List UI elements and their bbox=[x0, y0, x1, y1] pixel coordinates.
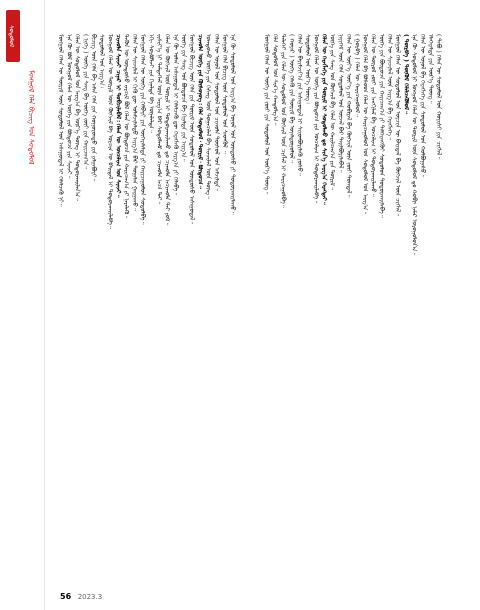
text-line: ᠮᠣᠩᠭᠣᠯ ᠬᠡᠯᠡᠨ ᠦ ᠦᠭᠡ ᠶᠢᠨ ᠪᠦᠲᠦᠴᠡ ᠶᠢᠨ ᠣᠨᠴᠠᠯᠢᠭ ᠢ ᠲᠣᠳᠤᠷᠬᠠᠢᠯᠠᠪᠠ᠃ bbox=[312, 34, 320, 204]
text-line: ᠮᠣᠩᠭᠣᠯ ᠬᠡᠯᠡᠨ ᠦ ᠳᠦᠷᠢᠮ ᠦᠨ ᠰᠤᠳᠤᠯᠤᠯ ᠤᠨ ᠠᠰᠠᠭᠤᠳᠠᠯ ᠢ ᠬᠡᠯᠡᠯᠴᠡᠬᠦ ᠨᠢ᠃ bbox=[57, 34, 65, 207]
text-line: ᠨᠡᠶᠢᠭᠡᠮ ᠦᠨ ᠬᠡᠯᠡ ᠰᠤᠳᠤᠯᠤᠯ ᠤᠨ ᠦᠵᠡᠯ ᠪᠠᠷ ᠲᠠᠢᠯᠪᠤᠷᠢᠯᠠᠪᠠᠯ᠃ bbox=[336, 34, 344, 173]
text-line: ᠲᠡᠭᠦᠨ ᠦ ᠦᠨᠳᠦᠰᠦ ᠵᠠᠷᠴᠢᠮ ᠪᠣᠯ ᠬᠡᠯᠡᠨ ᠦ ᠪᠦᠲᠦᠴᠡ ᠶᠢᠨ ᠬᠠᠷᠢᠴᠠᠭ᠎ᠠ ᠶᠢ ᠨᠡᠷᠡᠯᠡᠬᠦ᠃ bbox=[122, 34, 130, 219]
text-line: ᠦᠭᠡ ᠶᠢᠨ ᠰᠠᠩ ᠤᠨ ᠪᠦᠲᠦᠴᠡ ᠪᠠ ᠬᠢᠨᠠᠯᠲᠠ ᠶᠢᠨ ᠠᠷᠭ᠎ᠠ᠃ bbox=[180, 34, 187, 162]
text-line: ᠬᠡᠯᠡᠨ ᠦ ᠦᠶ᠎ᠡ ᠦᠶ᠎ᠡ ᠶᠢᠨ ᠬᠤᠪᠢᠷᠠᠯ ᠪᠠ ᠬᠥᠭᠵᠢᠯ ᠦᠨ ᠵᠦᠢ ᠲᠣᠭᠲᠠᠯ᠃ bbox=[345, 34, 353, 198]
text-line: ᠤᠭᠳᠤᠬᠤ ᠦᠭᠡ ᠶᠢᠨ ᠬᠡᠰᠡᠭ ᠦᠨ ᠲᠣᠭᠠᠴᠠᠯᠠᠯ ᠪᠠ ᠰᠢᠨᠵᠢᠯᠡᠯ ᠦᠨ ᠳᠦᠩ᠃ bbox=[204, 34, 212, 199]
text-line: ᠮᠣᠩᠭᠣᠯ ᠬᠡᠯᠡᠨ ᠦ ᠦᠭᠡ ᠶᠢᠨ ᠵᠦᠢ ᠶᠢᠨ ᠰᠤᠳᠤᠯᠤᠯ ᠤᠨ ᠦᠷ᠎ᠡ ᠳᠦᠩ᠃ bbox=[263, 34, 271, 195]
text-line: ᠮᠣᠩᠭᠣᠯ ᠬᠡᠯᠡᠨ ᠦ ᠰᠤᠳᠤᠯᠤᠯ ᠤᠨ ᠣᠷᠴᠢᠨ ᠦ ᠪᠠᠢᠳᠠᠯ ᠪᠠ ᠬᠥᠭᠵᠢᠯ ᠦᠨ ᠴᠢᠭᠯᠡᠯ᠃ bbox=[394, 34, 402, 217]
text-line: ᠬᠡᠯᠡᠨ ᠦ ᠬᠥᠭᠵᠢᠯ ᠦᠨ ᠳᠦᠷᠢᠮ ᠢ ᠲᠣᠳᠤᠷᠬᠠᠢᠯᠠᠬᠤ ᠳᠤ ᠴᠢᠬᠤᠯᠠ ᠠᠴᠢᠬᠤᠯᠠ ᠲᠠᠢ ᠶᠤᠮ᠃ bbox=[163, 34, 171, 226]
text-line: ᠮᠣᠩᠭᠣᠯ ᠬᠡᠯᠡᠨ ᠦ ᠳᠦᠷᠢᠮ ᠦᠨ ᠬᠥᠭᠵᠢᠯ ᠪᠠ ᠣᠷᠴᠢᠨ ᠦ ᠪᠠᠢᠳᠠᠯ ᠢ ᠲᠣᠳᠤᠷᠬᠠᠢᠯᠠᠪᠠ᠃ bbox=[106, 34, 114, 229]
text-line: ᠬᠡᠯᠡᠨ ᠦ ᠰᠢᠨᠵᠢᠯᠡᠯ ᠦᠨ ᠠᠷᠭ᠎ᠠ ᠪᠠ ᠬᠡᠷᠡᠭᠯᠡᠭᠡ᠃ bbox=[386, 34, 393, 140]
text-line: ᠡᠨᠡ ᠬᠦ ᠣᠯᠠᠨ ᠠᠰᠠᠭᠤᠳᠠᠯ ᠢ ᠬᠡᠯᠡᠯᠴᠡᠬᠦ ᠳᠦ ᠬᠡᠷᠡᠭᠯᠡᠬᠦ ᠠᠷᠭ᠎ᠠ ᠶᠢ ᠬᠡᠯᠡᠪᠡ᠃ bbox=[171, 34, 179, 196]
text-line: ᠡᠬᠢ ᠰᠤᠷᠪᠤᠯᠵᠢ ᠶᠢᠨ ᠬᠢᠨᠠᠯᠲᠠ ᠪᠠ ᠦᠨᠡᠯᠡᠯᠲᠡ᠃ bbox=[147, 34, 155, 133]
text-line: ᠰᠤᠳᠤᠯᠤᠯ ᠤᠨ ᠦᠷ᠎ᠡ ᠳᠦᠩ᠄ bbox=[304, 34, 312, 104]
text-line: ( ᠨᠢᠭᠡ ) ᠦᠭᠡ ᠶᠢᠨ ᠰᠠᠩ ᠪᠠ ᠦᠭᠡ ᠵᠦᠢ ᠶᠢᠨ ᠬᠠᠷᠢᠴᠠᠭ᠎ᠠ᠃ bbox=[81, 34, 89, 169]
text-line: ᠬᠡᠯᠡᠨ ᠦ ᠰᠢᠨᠵᠢᠯᠡᠯ ᠢ ᠬᠢᠬᠦ ᠳᠦ ᠤᠯᠠᠮᠵᠢᠯᠠᠯᠲᠤ ᠠᠷᠭ᠎ᠠ ᠪᠠᠷ ᠲᠣᠭᠠᠯᠠᠨ ᠭᠠᠷᠭᠠᠬᠤ᠃ bbox=[130, 34, 138, 211]
section-tab bbox=[6, 10, 20, 62]
text-line: ᠴᠢᠬᠤᠯᠠ ᠰᠢᠨᠵᠢ ᠴᠢᠨᠠᠷ ᠢ ᠲᠣᠪᠴᠢᠯᠠᠪᠠᠯ᠄ ᠬᠡᠯᠡᠨ ᠦ ᠣᠨᠴᠠᠯᠢᠭ ᠤᠨ ᠰᠢᠨᠵᠢ᠃ bbox=[114, 34, 122, 198]
text-line: ᠡᠨᠡ ᠬᠦ ᠰᠤᠳᠤᠯᠤᠯ ᠤᠨ ᠠᠷᠭ᠎ᠠ ᠪᠠ ᠣᠨᠣᠯ ᠤᠨ ᠦᠨᠳᠦᠰᠦ ᠶᠢ ᠲᠣᠳᠤᠷᠬᠠᠢᠯᠠᠬᠤ᠃ bbox=[229, 34, 237, 215]
page-number: 56 bbox=[60, 592, 72, 601]
text-line: ᠴᠢᠬᠤᠯᠠ ᠦᠭᠡ ᠶᠢᠨ ᠬᠦᠰᠦᠨᠦᠭ᠄ ᠬᠡᠯᠡ ᠰᠤᠳᠤᠯᠤᠯ᠂ ᠳᠦᠷᠢᠮ᠂ ᠪᠦᠲᠦᠴᠡ᠃ bbox=[196, 34, 204, 189]
text-line: ᠮᠣᠩᠭᠣᠯ ᠪᠢᠴᠢᠭ ᠦᠨ ᠬᠡᠯᠡ ᠶᠢᠨ ᠳᠦᠷᠢᠮ ᠦᠨ ᠰᠤᠳᠤᠯᠤᠯ ᠤᠨ ᠦᠨᠳᠦᠰᠦ ᠠᠰᠠᠭᠤᠳᠠᠯ᠃ bbox=[188, 34, 196, 225]
text-line: ᠦᠭᠡ ᠶᠢᠨ ᠰᠠᠩ ᠤᠨ ᠬᠥᠭᠵᠢᠯ ᠪᠠ ᠬᠡᠯᠡᠨ ᠦ ᠬᠠᠷᠢᠯᠴᠠᠭ᠎ᠠ ᠶᠢᠨ ᠳᠦᠷᠢᠮ᠃ bbox=[328, 34, 336, 190]
text-column-left bbox=[56, 34, 252, 584]
text-line: ᠰᠤᠳᠤᠯᠤᠯ ᠤᠨ ᠠᠷᠭ᠎ᠠ᠄ bbox=[98, 34, 106, 88]
section-tab-label: ᠰᠤᠳᠤᠯᠤᠯ bbox=[7, 24, 15, 48]
text-line: ᠦᠭᠡ ᠶᠢᠨ ᠪᠦᠲᠦᠴᠡ ᠶᠢᠨ ᠬᠠᠷᠢᠴᠠᠭ᠎ᠠ ᠶᠢ ᠳᠡᠯᠭᠡᠷᠡᠩᠭᠦᠢ ᠰᠤᠳᠤᠯᠤᠨ ᠲᠣᠳᠤᠷᠬᠠᠢᠯᠠᠪᠠ᠃ bbox=[377, 34, 385, 218]
text-line: ᠬᠡᠯᠡᠨ ᠦ ᠰᠤᠳᠤᠯᠤᠯ ᠤᠨ ᠠᠷᠭ᠎ᠠ ᠪᠠ ᠦᠷ᠎ᠡ ᠳᠦᠩ ᠢ ᠲᠣᠳᠤᠷᠬᠠᠢᠯᠠᠨ᠎ᠠ᠃ bbox=[73, 34, 81, 201]
text-line: ᠡᠨᠡ ᠬᠦ ᠰᠤᠳᠤᠯᠤᠯ ᠨᠢ ᠮᠣᠩᠭᠣᠯ ᠬᠡᠯᠡᠨ ᠦ ᠳᠦᠷᠢᠮ ᠦᠨ ᠰᠤᠳᠤᠯᠤᠯ ᠳᠤ ᠬᠤᠪᠢ ᠨᠡᠮᠡᠷ ᠣᠷᠤᠭᠤᠯᠤᠨ᠎ᠠ᠃ bbox=[410, 34, 418, 256]
text-line: ᠬᠡᠯᠡ ᠰᠤᠳᠤᠯᠤᠯ ᠤᠨ ᠰᠢᠨ᠎ᠡ ᠬᠠᠨᠳᠤᠯᠭ᠎ᠠ᠃ bbox=[271, 34, 279, 126]
text-line: ᠵᠢᠱᠢᠶ᠎ᠡ ᠨᠢ ᠲᠡᠮᠳᠡᠭᠯᠡᠯ ᠦᠨ ᠠᠷᠭ᠎ᠠ ᠪᠠᠷ ᠰᠤᠳᠤᠯᠬᠤ ᠳᠤ ᠴᠢᠬᠤᠯᠠ ᠠᠴᠠ ᠲᠠᠢ᠃ bbox=[155, 34, 163, 205]
text-line: ( ᠭᠤᠷᠪᠠ ) ᠬᠡᠯᠡᠨ ᠦ ᠬᠠᠷᠢᠴᠠᠭᠤᠯᠤᠯ᠃ bbox=[353, 34, 361, 117]
text-line: ᠮᠣᠩᠭᠣᠯ ᠬᠡᠯᠡ ᠪᠢᠴᠢᠭ ᠦᠨ ᠰᠤᠳᠤᠯᠤᠯ ᠤᠨ ᠰᠡᠳᠭᠦᠯ ᠃ bbox=[220, 34, 228, 154]
text-line: ᠡᠯᠡᠭᠡᠷᠡᠯᠲᠡ ᠶᠢᠨ ᠦᠷ᠎ᠡ ᠳᠦᠩ᠃ bbox=[426, 34, 434, 104]
text-column-right bbox=[262, 34, 466, 584]
sidebar-band bbox=[0, 0, 45, 610]
running-section-title: ᠮᠣᠩᠭᠣᠯ ᠬᠡᠯᠡ ᠪᠢᠴᠢᠭ ᠤᠨ ᠰᠤᠳᠤᠯᠤᠯ bbox=[27, 70, 35, 165]
text-line: ᠬᠡᠯᠡᠨ ᠦ ᠣᠨᠣᠯ ᠤᠨ ᠰᠤᠳᠤᠯᠤᠯ ᠤᠨ ᠴᠢᠬᠤᠯᠠ ᠲᠥᠰᠥᠯ ᠤᠨ ᠠᠮᠵᠢᠯᠲᠠ᠃ bbox=[212, 34, 220, 192]
text-line: ᠮᠣᠩᠭᠣᠯ ᠬᠡᠯᠡᠨ ᠦ ᠦᠭᠡ ᠶᠢᠨ ᠬᠡᠯᠪᠡᠷᠢ ᠶᠢᠨ ᠥᠭᠡᠷᠡᠯᠡᠯᠲᠡ ᠶᠢ ᠬᠠᠷᠢᠴᠠᠭᠤᠯᠤᠨ ᠰᠤᠳᠤᠯᠪᠠ᠃ bbox=[139, 34, 147, 225]
text-line: ᠬᠡᠯᠡᠨ ᠦ ᠬᠡᠷᠡᠭᠯᠡᠭᠡ ᠶᠢᠨ ᠳᠦᠷᠢᠮ ᠢ ᠰᠤᠳᠤᠯᠬᠤ ᠳᠤ ᠰᠢᠨ᠎ᠡ ᠠᠷᠭ᠎ᠠ ᠬᠡᠷᠡᠭᠲᠡᠢ᠃ bbox=[320, 34, 328, 205]
text-line: ᠪᠢᠴᠢᠭ ᠦᠨ ᠬᠡᠯᠡ ᠪᠠ ᠠᠮᠠᠨ ᠬᠡᠯᠡ ᠶᠢᠨ ᠬᠣᠭᠣᠷᠤᠨᠳᠤ ᠶᠢᠨ ᠶᠠᠯᠭᠠᠪᠤᠷᠢ᠃ bbox=[89, 34, 97, 182]
text-line: ( ᠲᠠᠪᠤ ) ᠬᠡᠯᠡᠨ ᠦ ᠰᠤᠳᠤᠯᠤᠯ ᠤᠨ ᠬᠣᠶᠢᠰᠢ ᠶᠢᠨ ᠴᠢᠭᠯᠡᠯ᠃ bbox=[435, 34, 443, 160]
text-line: ᠬᠡᠯᠡᠨ ᠦ ᠣᠨᠣᠯ ᠪᠠ ᠬᠡᠷᠡᠭᠯᠡᠭᠡ ᠶᠢᠨ ᠰᠤᠳᠤᠯᠤᠯ ᠤᠨ ᠬᠣᠯᠪᠣᠭᠠᠰᠤ᠃ bbox=[418, 34, 426, 178]
text-line: ᠬᠡᠯᠡᠨ ᠦ ᠪᠠᠷᠢᠮᠵᠢᠶ᠎ᠠ ᠶᠢᠨ ᠠᠰᠠᠭᠤᠳᠠᠯ ᠢ ᠰᠢᠢᠳᠪᠦᠷᠢᠯᠡᠬᠦ ᠶᠣᠰᠣ᠃ bbox=[295, 34, 303, 176]
text-line: ᠡᠨᠡ ᠬᠦ ᠪᠣᠯ ᠮᠣᠩᠭᠣᠯ ᠬᠡᠯᠡᠨ ᠦ ᠦᠭᠡ ᠶᠢᠨ ᠪᠦᠲᠦᠴᠡ ᠶᠢᠨ ᠰᠢᠨᠵᠢ᠃ bbox=[65, 34, 73, 179]
issue-date: 2023.3 bbox=[77, 593, 103, 601]
text-line: ( ᠬᠣᠶᠠᠷ ) ᠦᠭᠡ ᠬᠡᠯᠡᠬᠦ ᠶᠢᠨ ᠳᠦᠷᠢᠮ ᠪᠠ ᠤᠶᠠᠯᠳᠤᠭᠤᠯᠤᠯ᠃ bbox=[287, 34, 295, 163]
text-line: ( ᠳᠥᠷᠪᠡ ) ᠳᠦᠭᠦᠮ ᠬᠡᠯᠡᠯᠴᠡᠭᠦᠯᠦᠯ᠃ bbox=[402, 34, 410, 114]
text-line: ᠬᠡᠯᠡᠨ ᠦ ᠲᠥᠷᠥᠯ ᠵᠦᠢ ᠶᠢᠨ ᠠᠩᠭᠢᠯᠠᠯ ᠪᠠ ᠣᠨᠴᠠᠯᠢᠭ ᠢ ᠲᠣᠳᠤᠷᠬᠠᠢᠯᠠᠬᠤ᠃ bbox=[369, 34, 377, 197]
text-line: ᠮᠣᠩᠭᠣᠯ ᠬᠡᠯᠡ ᠪᠠ ᠪᠤᠰᠤᠳ ᠬᠡᠯᠡᠨ ᠦ ᠬᠠᠷᠢᠴᠠᠭᠤᠯᠤᠯ ᠤᠨ ᠰᠤᠳᠤᠯᠤᠯ ᠤᠨ ᠠᠷᠭ᠎ᠠ᠃ bbox=[361, 34, 369, 215]
page-footer bbox=[60, 592, 102, 601]
text-line: ᠳᠡᠯᠡᠬᠡᠢ ᠶᠢᠨ ᠬᠡᠯᠡᠨ ᠦ ᠰᠤᠳᠤᠯᠤᠯ ᠤᠨ ᠬᠥᠭᠵᠢᠯ ᠦᠨ ᠴᠢᠭᠯᠡᠯ ᠢ ᠬᠠᠷᠢᠴᠠᠭᠤᠯᠪᠠ᠃ bbox=[279, 34, 287, 208]
